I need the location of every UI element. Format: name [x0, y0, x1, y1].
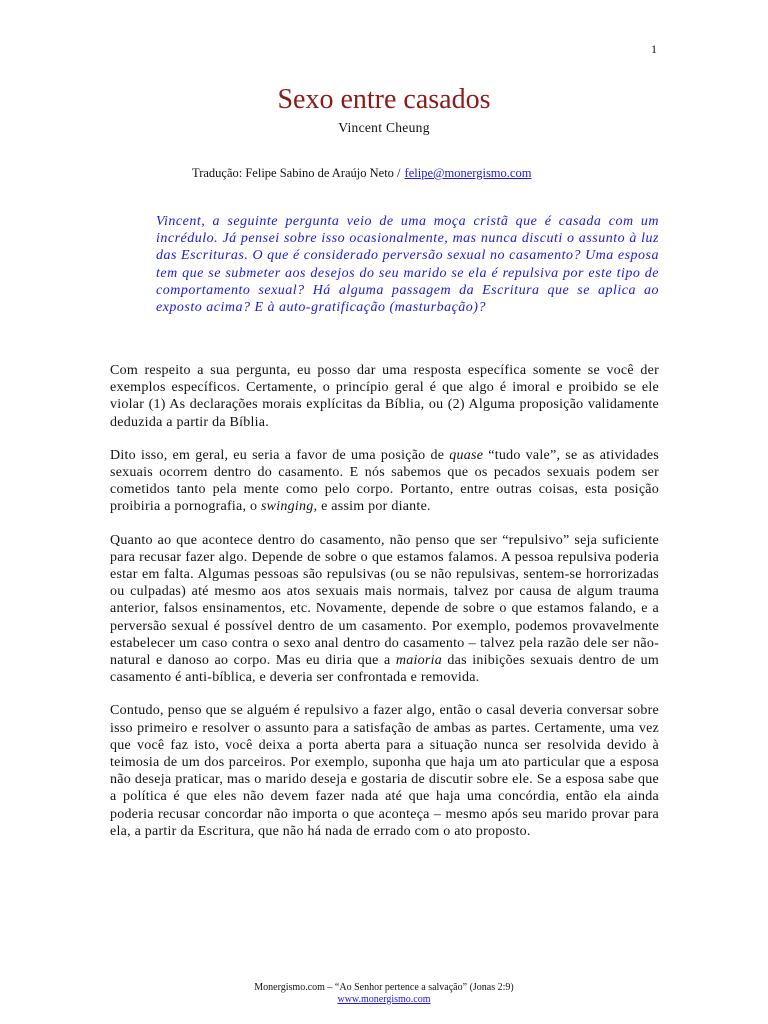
footer-site-link[interactable]: www.monergismo.com — [337, 994, 431, 1005]
body-paragraph-2 — [110, 447, 659, 516]
emphasis-quase: quase — [449, 447, 484, 463]
body-paragraph-3 — [110, 532, 659, 687]
translation-label: Tradução: Felipe Sabino de Araújo Neto / — [192, 166, 401, 180]
paragraph-text: , e assim por diante. — [313, 499, 431, 515]
article-body — [110, 362, 659, 856]
translation-credit — [192, 166, 531, 181]
translator-email-link[interactable]: felipe@monergismo.com — [404, 166, 532, 180]
page-number: 1 — [651, 42, 657, 56]
body-paragraph-1: Com respeito a sua pergunta, eu posso dar uma resposta específica somente se você der exemplos específicos. Certamente, o princípio geral é que algo é imoral e proibido se ele violar (1) As declarações morais explícitas da Bíblia, ou (2) Alguma proposição validamente deduzida a partir da Bíblia. — [110, 363, 659, 430]
paragraph-text: Dito isso, em geral, eu seria a favor de uma posição de — [110, 447, 450, 463]
emphasis-maioria: maioria — [395, 653, 442, 669]
body-paragraph-4: Contudo, penso que se alguém é repulsivo a fazer algo, então o casal deveria conversar sobre isso primeiro e resolver o assunto para a satisfação de ambas as partes. Certamente, uma vez que você faz isto, você deixa a porta aberta para a situação nunca ser resolvida devido à teimosia de um dos parceiros. Por exemplo, suponha que haja um ato particular que a esposa não deseja praticar, mas o marido deseja e gostaria de discutir sobre ele. Se a esposa sabe que a política é que eles não devem fazer nada até que haja uma concórdia, então ela ainda poderia recusar concordar não importa o que aconteça – mesmo após seu marido provar para ela, a partir da Escritura, que não há nada de errado com o ato proposto. — [110, 703, 659, 839]
reader-question: Vincent, a seguinte pergunta veio de uma moça cristã que é casada com um incrédulo. Já pensei sobre isso ocasionalmente, mas nunca discuti o assunto à luz das Escrituras. O que é considerado perversão sexual no casamento? Uma esposa tem que se submeter aos desejos do seu marido se ela é repulsiva por este tipo de comportamento sexual? Há alguma passagem da Escritura que se aplica ao exposto acima? E à auto-gratificação (masturbação)? — [156, 214, 659, 316]
document-title: Sexo entre casados — [277, 84, 491, 115]
footer-tagline: Monergismo.com – “Ao Senhor pertence a salvação” (Jonas 2:9) — [254, 982, 514, 993]
paragraph-text: “tudo vale”, se as atividades sexuais ocorrem dentro do casamento. E nós sabemos que os pecados sexuais podem ser cometidos tanto pela mente como pelo corpo. Portanto, entre outras coisas, esta posição proibiria a pornografia, o — [110, 447, 659, 515]
page-footer — [0, 982, 768, 1006]
emphasis-swinging: swinging — [260, 499, 314, 515]
author-name: Vincent Cheung — [338, 120, 430, 135]
paragraph-text: Quanto ao que acontece dentro do casamento, não penso que ser “repulsivo” seja suficiente para recusar fazer algo. Depende de sobre o que estamos falamos. A pessoa repulsiva poderia estar em falta. Algumas pessoas são repulsivas (ou se não repulsivas, sentem-se horrorizadas ou culpadas) até mesmo aos atos sexuais mais normais, talvez por causa de algum trauma anterior, falsos ensinamentos, etc. Novamente, depende de sobre o que estamos falando, e a perversão sexual é possível dentro de um casamento. Por exemplo, podemos provavelmente estabelecer um caso contra o sexo anal dentro do casamento – talvez pela razão dele ser não-natural e danoso ao corpo. Mas eu diria que a — [110, 532, 659, 669]
paragraph-text: das inibições sexuais dentro de um casamento é anti-bíblica, e deveria ser confrontada e removida. — [110, 653, 659, 686]
